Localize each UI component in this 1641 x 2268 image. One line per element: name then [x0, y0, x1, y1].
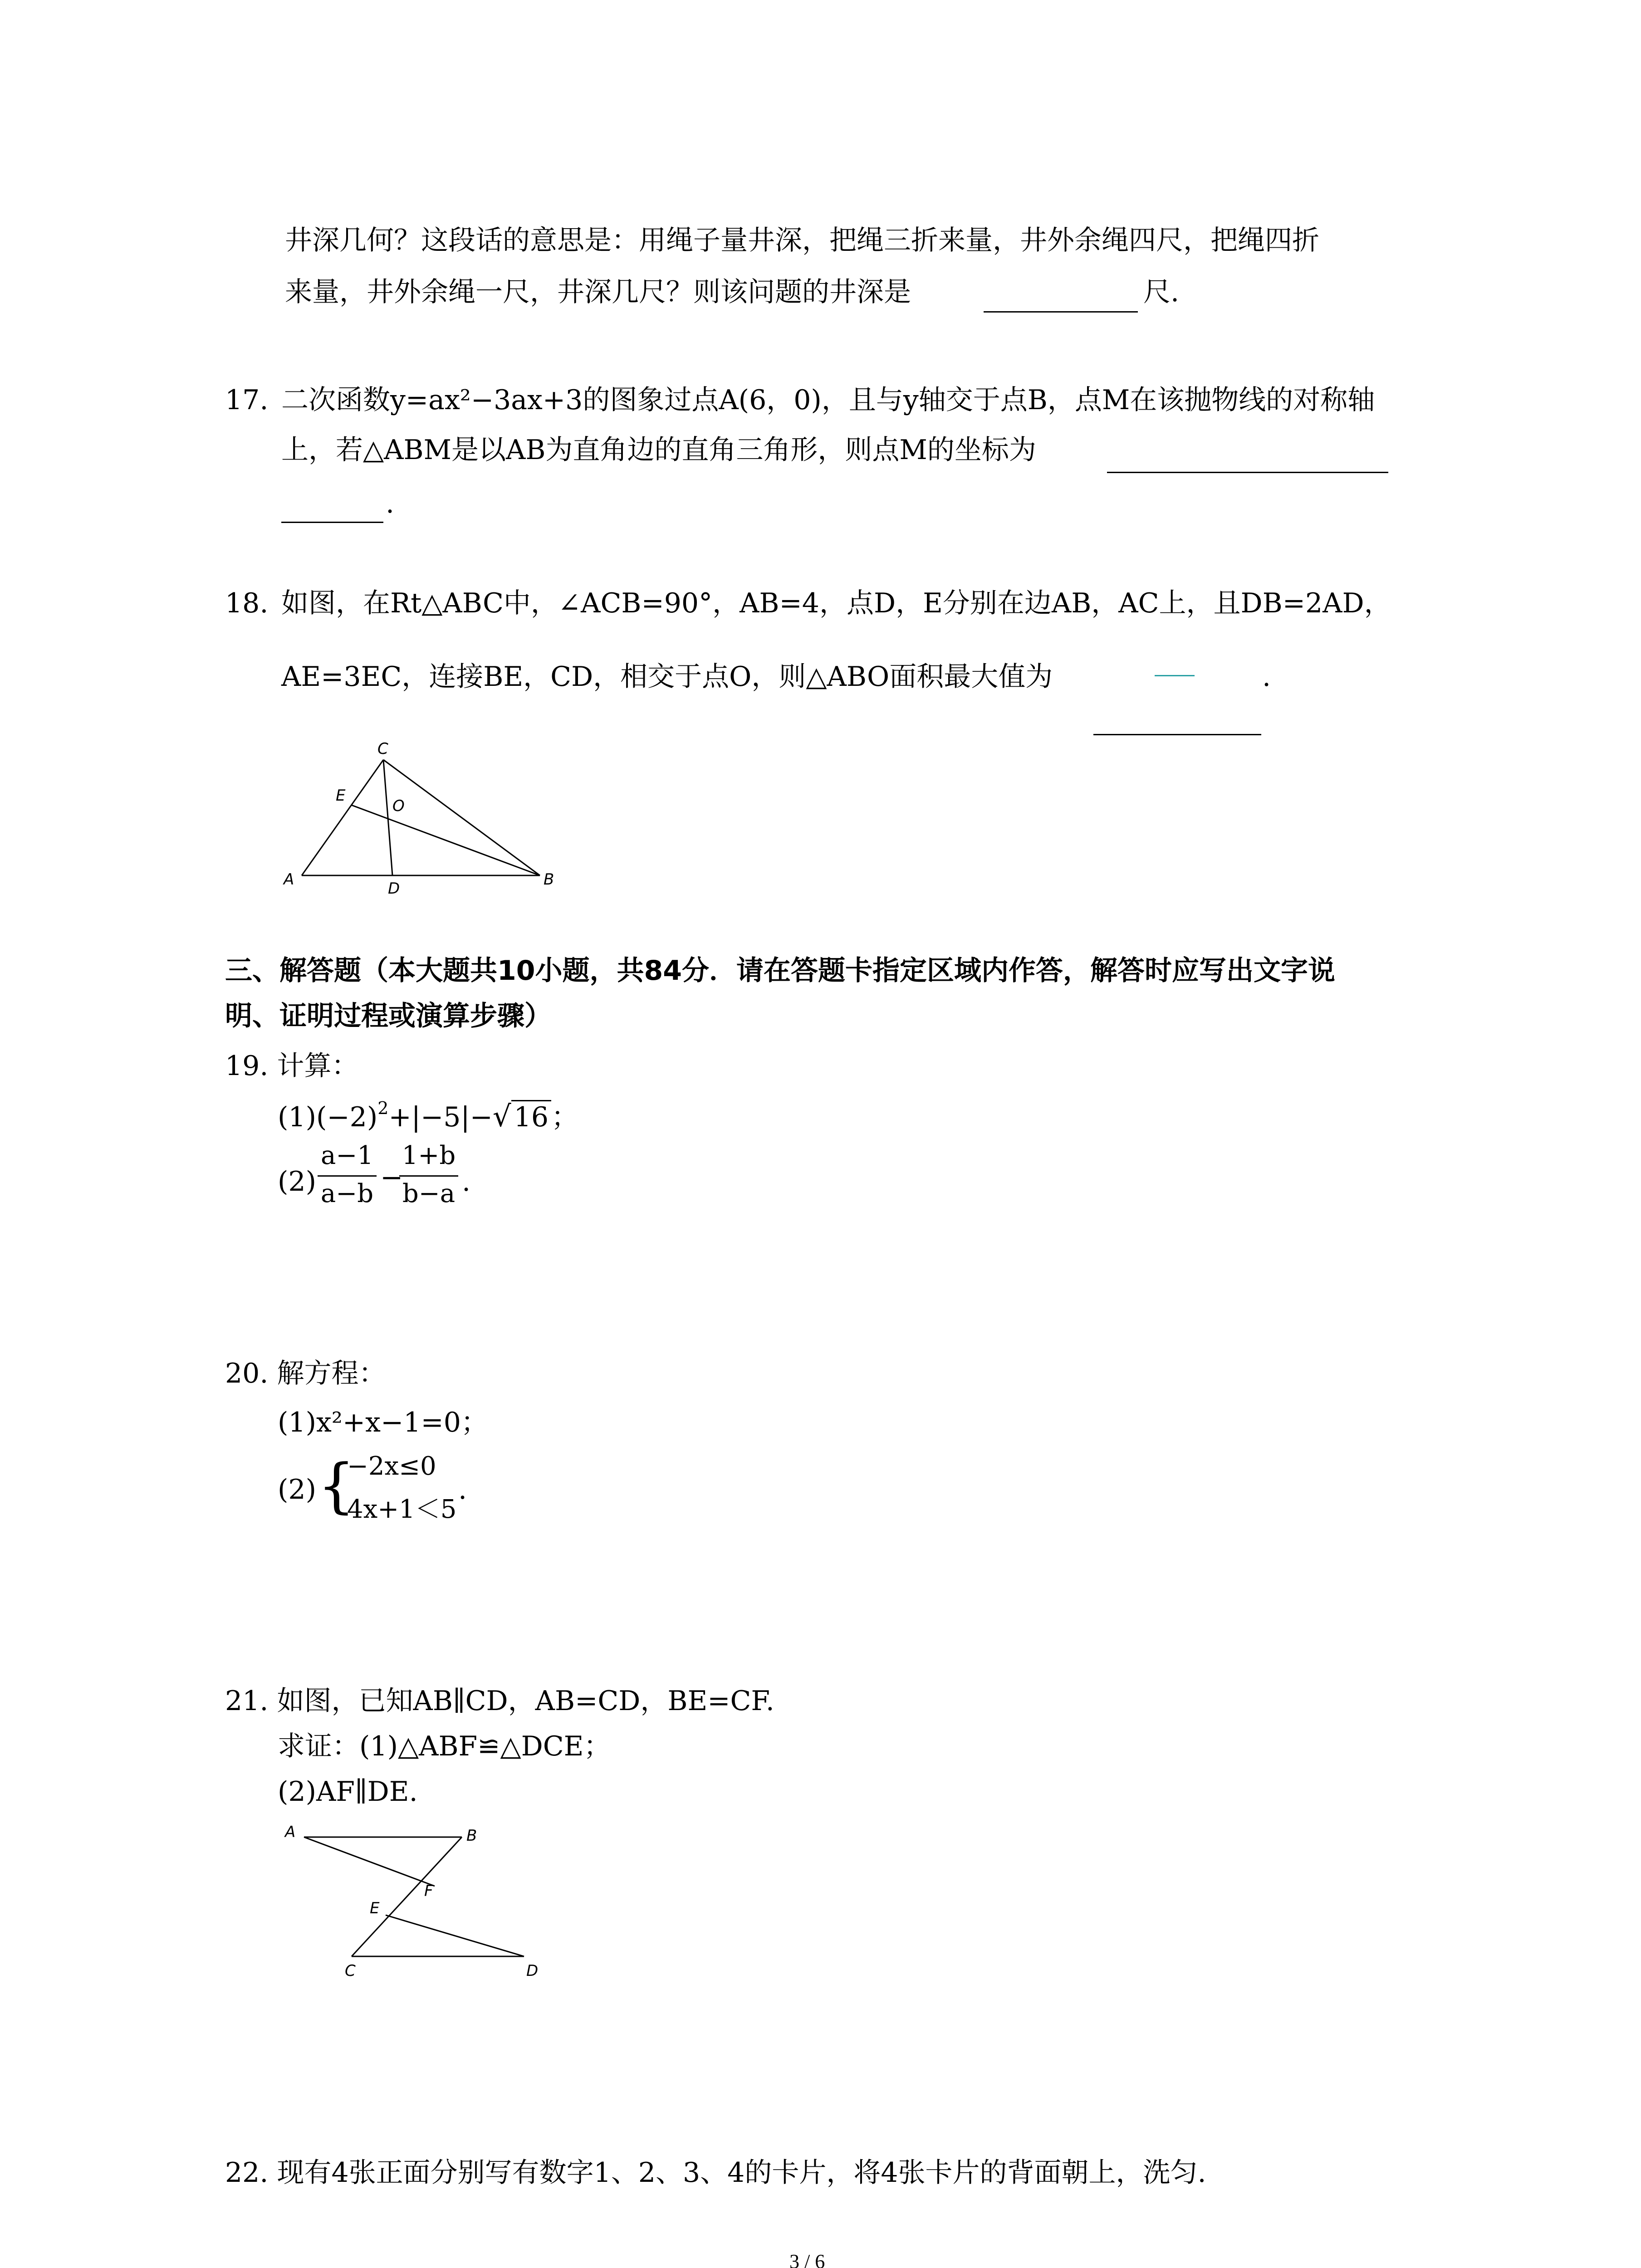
segment-cb — [383, 760, 540, 875]
q16-line2: 来量，井外余绳一尺，井深几尺？则该问题的井深是 — [285, 276, 911, 308]
segment-af — [304, 1837, 435, 1886]
q20-brace: { — [318, 1451, 355, 1520]
label-e: E — [370, 1899, 380, 1917]
q16-unit: 尺. — [1143, 276, 1180, 308]
q17-answer-blank-2[interactable] — [281, 522, 383, 523]
label-o: O — [392, 797, 405, 815]
label-b: B — [466, 1827, 477, 1845]
q21-line1: 21. 如图，已知AB∥CD，AB=CD，BE=CF. — [225, 1685, 774, 1717]
q19-frac2-denominator: b−a — [402, 1179, 456, 1208]
q17-line1: 二次函数y=ax²−3ax+3的图象过点A(6，0)，且与y轴交于点B，点M在该抛物线的对称轴 — [281, 384, 1375, 416]
q16-line1: 井深几何？这段话的意思是：用绳子量井深，把绳三折来量，井外余绳四尺，把绳四折 — [285, 225, 1319, 256]
segment-ac — [302, 760, 383, 875]
q19-part1-mid: +|−5|− — [388, 1101, 493, 1133]
q18-end: . — [1262, 661, 1271, 693]
q19-frac2-numerator: 1+b — [402, 1141, 456, 1170]
q20-part1: (1)x²+x−1=0； — [278, 1407, 488, 1438]
label-d: D — [388, 880, 400, 898]
q18-figure — [272, 735, 572, 898]
q19-frac1-numerator: a−1 — [321, 1141, 373, 1170]
q19-frac1-bar — [318, 1175, 377, 1177]
q20-part2-prefix: (2) — [278, 1474, 316, 1505]
q17-number: 17. — [225, 384, 269, 416]
q19-part1-prefix: (1)(−2) — [278, 1101, 378, 1133]
q21-line3: (2)AF∥DE. — [278, 1776, 418, 1808]
q19-minus: − — [380, 1162, 403, 1193]
q19-part1 — [278, 1098, 579, 1134]
label-a: A — [284, 870, 294, 889]
q20-title: 20. 解方程： — [225, 1358, 386, 1389]
q18-teal-dash — [1155, 675, 1195, 676]
sqrt-symbol: √ — [492, 1100, 511, 1134]
q19-end: . — [462, 1166, 471, 1198]
page-number: 3 / 6 — [789, 2250, 825, 2268]
q20-end: . — [458, 1474, 467, 1505]
segment-bc — [352, 1837, 462, 1956]
section3-header-line1: 三、解答题（本大题共10小题，共84分．请在答题卡指定区域内作答，解答时应写出文字说 — [225, 955, 1335, 987]
q18-line2: AE=3EC，连接BE，CD，相交于点O，则△ABO面积最大值为 — [281, 661, 1053, 693]
q20-inequality-1: −2x≤0 — [347, 1452, 436, 1481]
q18-number: 18. — [225, 587, 269, 619]
segment-be — [352, 805, 540, 875]
q19-part1-end: ； — [551, 1101, 579, 1133]
q17-end: . — [386, 488, 395, 519]
label-e: E — [336, 787, 346, 805]
q19-part2-prefix: (2) — [278, 1166, 316, 1198]
q17-answer-blank-1[interactable] — [1107, 472, 1388, 473]
q19-frac2-bar — [399, 1175, 458, 1177]
section3-header-line2: 明、证明过程或演算步骤） — [225, 1000, 552, 1032]
q19-frac1-denominator: a−b — [320, 1179, 374, 1208]
q21-figure — [272, 1819, 544, 1982]
q18-answer-blank[interactable] — [1093, 734, 1261, 735]
q19-part1-radicand: 16 — [511, 1100, 551, 1133]
q22-line1: 22. 现有4张正面分别写有数字1、2、3、4的卡片，将4张卡片的背面朝上，洗匀. — [225, 2157, 1206, 2189]
label-b: B — [544, 870, 554, 889]
q20-inequality-2: 4x+1＜5 — [347, 1495, 457, 1524]
label-d: D — [526, 1962, 539, 1980]
q19-title: 19. 计算： — [225, 1050, 359, 1082]
label-c: C — [345, 1962, 356, 1980]
q19-part1-exponent: 2 — [377, 1098, 389, 1118]
q17-line2: 上，若△ABM是以AB为直角边的直角三角形，则点M的坐标为 — [281, 434, 1036, 466]
q21-line2: 求证：(1)△ABF≌△DCE； — [278, 1730, 611, 1762]
segment-ed — [386, 1915, 524, 1956]
q18-line1: 如图，在Rt△ABC中，∠ACB=90°，AB=4，点D，E分别在边AB，AC上，且DB=2AD， — [281, 587, 1391, 619]
q16-answer-blank[interactable] — [984, 311, 1138, 313]
label-a: A — [285, 1823, 296, 1841]
label-f: F — [424, 1882, 433, 1900]
label-c: C — [377, 740, 388, 758]
